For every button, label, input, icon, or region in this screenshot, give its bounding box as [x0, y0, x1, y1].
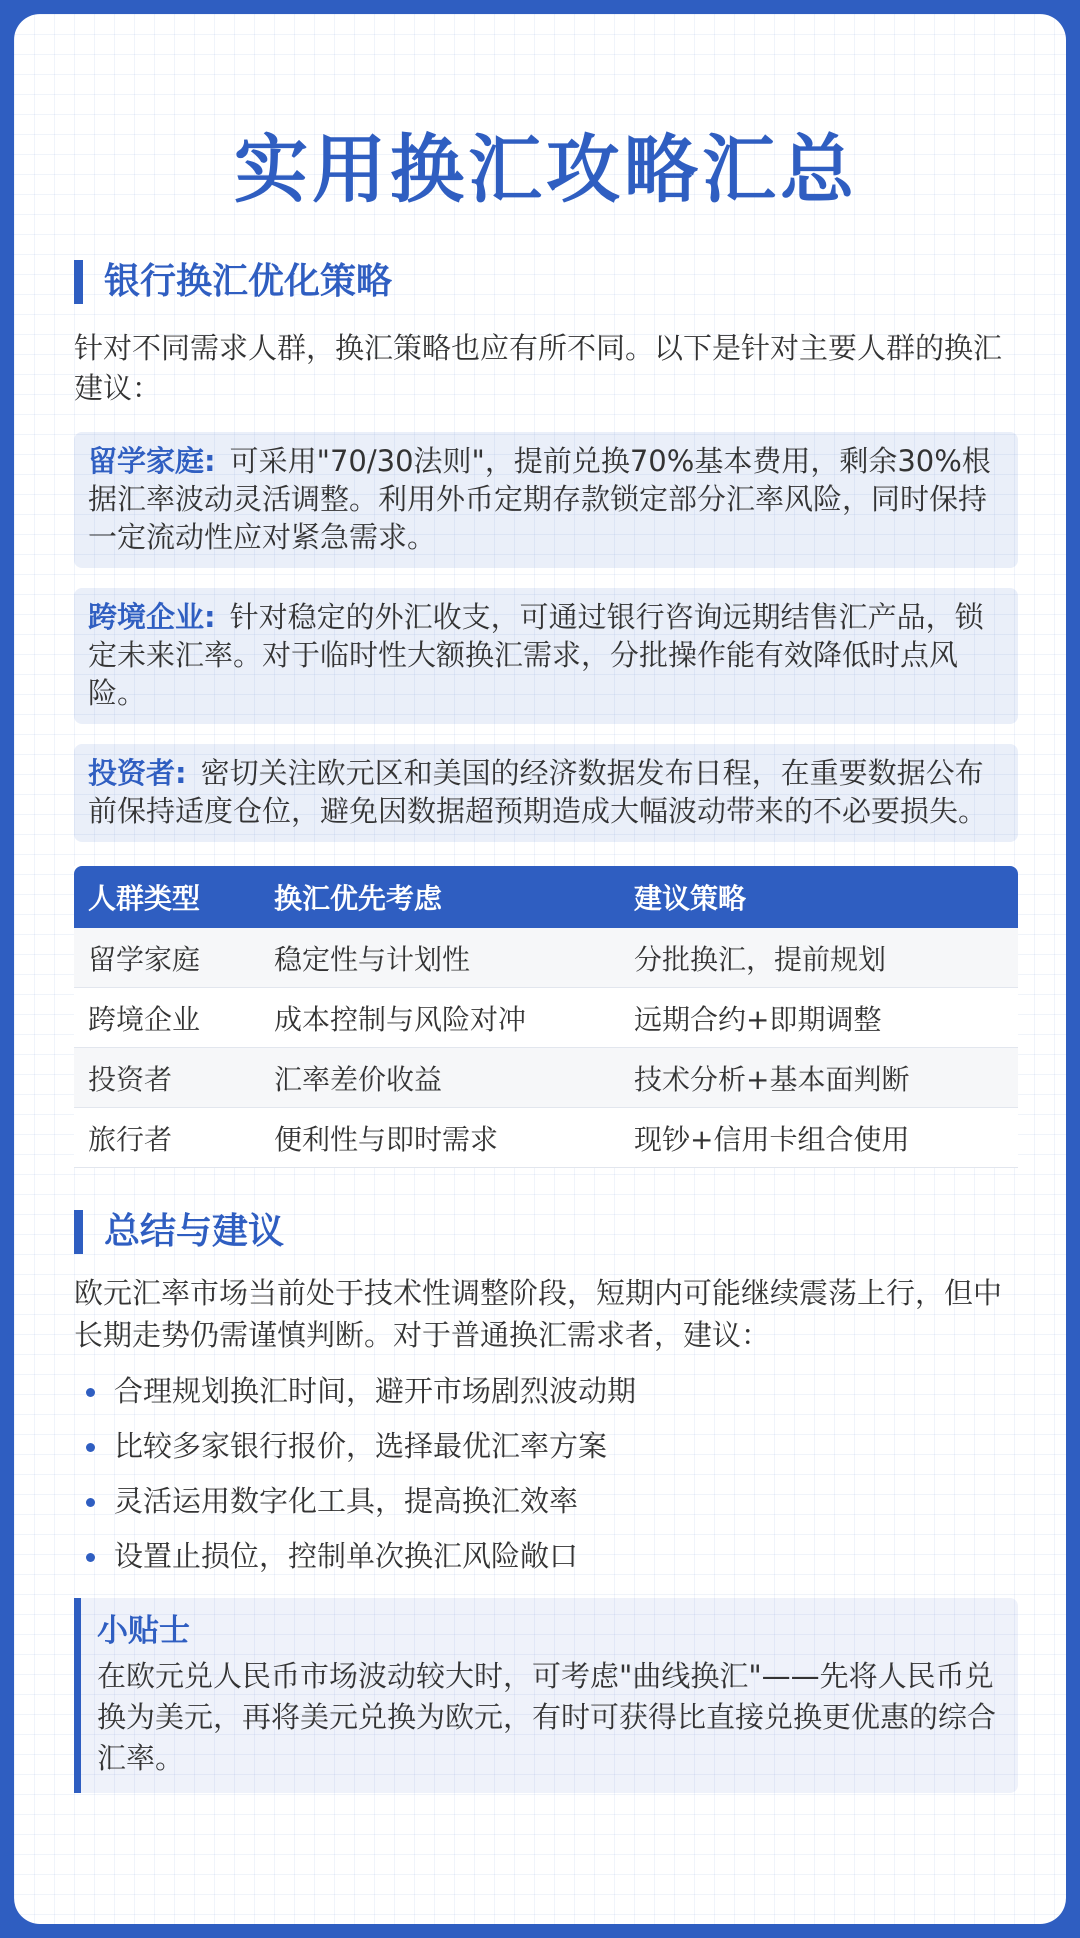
section-heading-summary: 总结与建议 [74, 1208, 1018, 1256]
table-cell: 留学家庭 [74, 928, 260, 988]
table-cell: 投资者 [74, 1048, 260, 1108]
table-cell: 便利性与即时需求 [260, 1108, 620, 1168]
table-cell: 技术分析+基本面判断 [620, 1048, 1018, 1108]
table-cell: 汇率差价收益 [260, 1048, 620, 1108]
card-label: 投资者: [88, 756, 187, 790]
card-text: 针对稳定的外汇收支，可通过银行咨询远期结售汇产品，锁定未来汇率。对于临时性大额换汇需求，分批操作能有效降低时点风险。 [88, 600, 984, 710]
advice-list [74, 1364, 1018, 1584]
table-cell: 旅行者 [74, 1108, 260, 1168]
section-intro: 针对不同需求人群，换汇策略也应有所不同。以下是针对主要人群的换汇建议： [74, 331, 1003, 405]
tip-title: 小贴士 [97, 1613, 190, 1649]
table-header-cell: 建议策略 [620, 866, 1018, 928]
table-cell: 成本控制与风险对冲 [260, 988, 620, 1048]
strategy-card-investor [74, 744, 1018, 842]
page-frame [14, 14, 1066, 1924]
table-cell: 远期合约+即期调整 [620, 988, 1018, 1048]
table-cell: 稳定性与计划性 [260, 928, 620, 988]
table-row [74, 928, 1018, 988]
table-row [74, 1108, 1018, 1168]
table-header-row [74, 866, 1018, 928]
page-title: 实用换汇攻略汇总 [234, 127, 858, 213]
table-cell: 分批换汇，提前规划 [620, 928, 1018, 988]
page-content [74, 14, 1018, 1793]
tip-box [74, 1598, 1018, 1793]
card-label: 跨境企业: [88, 600, 216, 634]
list-item: 灵活运用数字化工具，提高换汇效率 [74, 1474, 1018, 1529]
list-item: 合理规划换汇时间，避开市场剧烈波动期 [74, 1364, 1018, 1419]
card-text: 密切关注欧元区和美国的经济数据发布日程，在重要数据公布前保持适度仓位，避免因数据超预期造成大幅波动带来的不必要损失。 [88, 756, 988, 828]
strategy-card-cross-border [74, 588, 1018, 724]
section-heading-bank-strategy: 银行换汇优化策略 [74, 258, 1018, 306]
strategy-card-study-family [74, 432, 1018, 568]
list-item: 比较多家银行报价，选择最优汇率方案 [74, 1419, 1018, 1474]
table-header-cell: 人群类型 [74, 866, 260, 928]
table-header-cell: 换汇优先考虑 [260, 866, 620, 928]
table-row [74, 1048, 1018, 1108]
table-cell: 现钞+信用卡组合使用 [620, 1108, 1018, 1168]
table-cell: 跨境企业 [74, 988, 260, 1048]
table-row [74, 988, 1018, 1048]
tip-text: 在欧元兑人民币市场波动较大时，可考虑"曲线换汇"——先将人民币兑换为美元，再将美元兑换为欧元，有时可获得比直接兑换更优惠的综合汇率。 [97, 1659, 997, 1775]
summary-text: 欧元汇率市场当前处于技术性调整阶段，短期内可能继续震荡上行，但中长期走势仍需谨慎判断。对于普通换汇需求者，建议： [74, 1276, 1003, 1352]
strategy-table [74, 866, 1018, 1168]
card-label: 留学家庭: [88, 444, 216, 478]
list-item: 设置止损位，控制单次换汇风险敞口 [74, 1529, 1018, 1584]
card-text: 可采用"70/30法则"，提前兑换70%基本费用，剩余30%根据汇率波动灵活调整。利用外币定期存款锁定部分汇率风险，同时保持一定流动性应对紧急需求。 [88, 444, 991, 554]
